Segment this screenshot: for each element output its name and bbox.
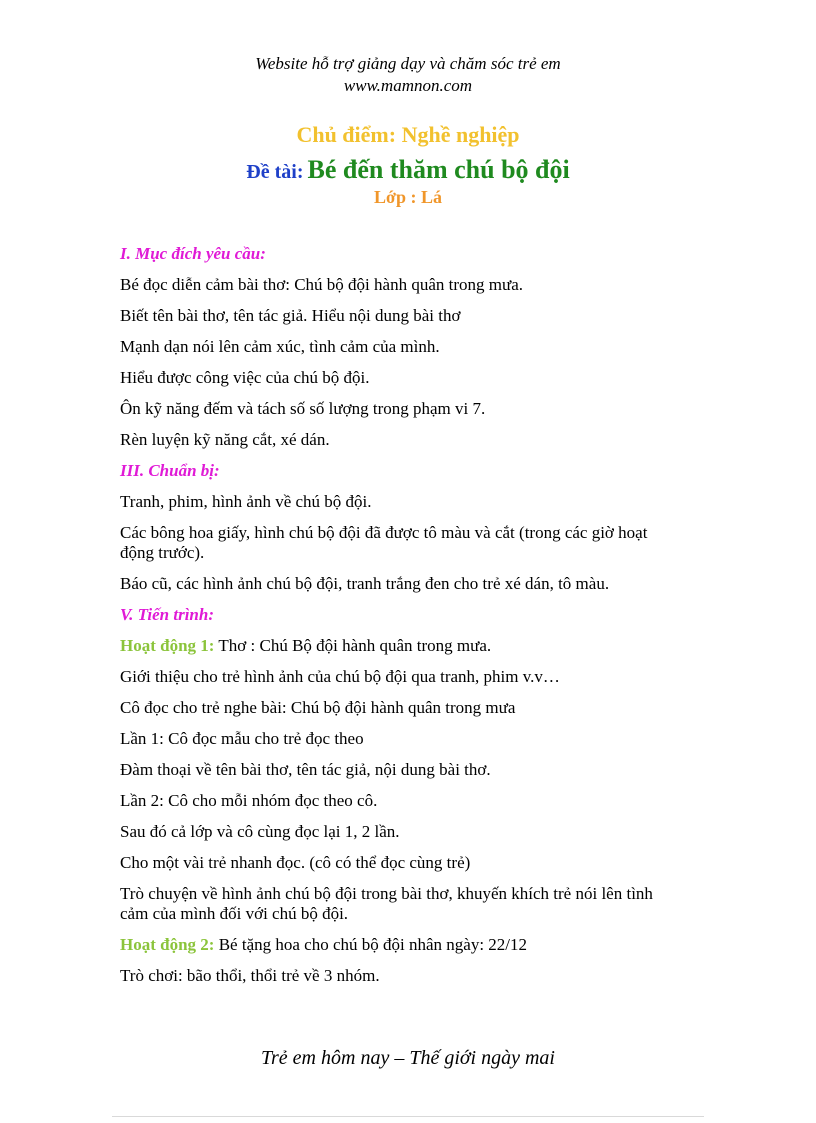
- activity-2-label: Hoạt động 2:: [120, 935, 215, 954]
- document-body: [120, 244, 680, 986]
- activity-1-text: Thơ : Chú Bộ đội hành quân trong mưa.: [214, 636, 492, 655]
- lesson-title: [0, 155, 816, 185]
- activity-1-label: Hoạt động 1:: [120, 636, 215, 655]
- paragraph: Biết tên bài thơ, tên tác giả. Hiểu nội dung bài thơ: [120, 306, 461, 325]
- paragraph: Rèn luyện kỹ năng cắt, xé dán.: [120, 430, 330, 449]
- paragraph: Trò chơi: bão thổi, thổi trẻ về 3 nhóm.: [120, 966, 380, 985]
- activity-1: [120, 636, 680, 656]
- section-heading-procedure: V. Tiến trình:: [120, 605, 215, 624]
- paragraph: Trò chuyện về hình ảnh chú bộ đội trong bài thơ, khuyến khích trẻ nói lên tình cảm của mình đối với chú bộ đội.: [120, 884, 653, 923]
- title-text: Bé đến thăm chú bộ đội: [307, 155, 570, 184]
- section-heading-preparation: III. Chuẩn bị:: [120, 461, 220, 480]
- title-label: Đề tài:: [246, 161, 304, 183]
- paragraph: Lần 1: Cô đọc mẫu cho trẻ đọc theo: [120, 729, 364, 748]
- paragraph: Ôn kỹ năng đếm và tách số số lượng trong phạm vi 7.: [120, 399, 486, 418]
- paragraph: Cho một vài trẻ nhanh đọc. (cô có thể đọc cùng trẻ): [120, 853, 471, 872]
- paragraph: Hiểu được công việc của chú bộ đội.: [120, 368, 370, 387]
- site-url: www.mamnon.com: [343, 76, 473, 95]
- topic-heading: Chủ điểm: Nghề nghiệp: [296, 122, 520, 147]
- paragraph: Mạnh dạn nói lên cảm xúc, tình cảm của mình.: [120, 337, 440, 356]
- class-level: Lớp : Lá: [374, 187, 442, 207]
- paragraph: Báo cũ, các hình ảnh chú bộ đội, tranh trắng đen cho trẻ xé dán, tô màu.: [120, 574, 610, 593]
- activity-2: [120, 935, 680, 955]
- footer-slogan: Trẻ em hôm nay – Thế giới ngày mai: [261, 1047, 555, 1069]
- page-bottom-rule: [112, 1116, 704, 1117]
- paragraph: Tranh, phim, hình ảnh về chú bộ đội.: [120, 492, 372, 511]
- site-header-line: Website hỗ trợ giảng dạy và chăm sóc trẻ em: [255, 54, 561, 73]
- section-heading-objectives: I. Mục đích yêu cầu:: [120, 244, 266, 263]
- activity-2-text: Bé tặng hoa cho chú bộ đội nhân ngày: 22/12: [214, 935, 528, 954]
- paragraph: Sau đó cả lớp và cô cùng đọc lại 1, 2 lần.: [120, 822, 400, 841]
- paragraph: Các bông hoa giấy, hình chú bộ đội đã được tô màu và cắt (trong các giờ hoạt động trước).: [120, 523, 648, 562]
- paragraph: Giới thiệu cho trẻ hình ảnh của chú bộ đội qua tranh, phim v.v…: [120, 667, 560, 686]
- paragraph: Cô đọc cho trẻ nghe bài: Chú bộ đội hành quân trong mưa: [120, 698, 516, 717]
- paragraph: Lần 2: Cô cho mỗi nhóm đọc theo cô.: [120, 791, 378, 810]
- paragraph: Đàm thoại về tên bài thơ, tên tác giả, nội dung bài thơ.: [120, 760, 491, 779]
- paragraph: Bé đọc diễn cảm bài thơ: Chú bộ đội hành quân trong mưa.: [120, 275, 523, 294]
